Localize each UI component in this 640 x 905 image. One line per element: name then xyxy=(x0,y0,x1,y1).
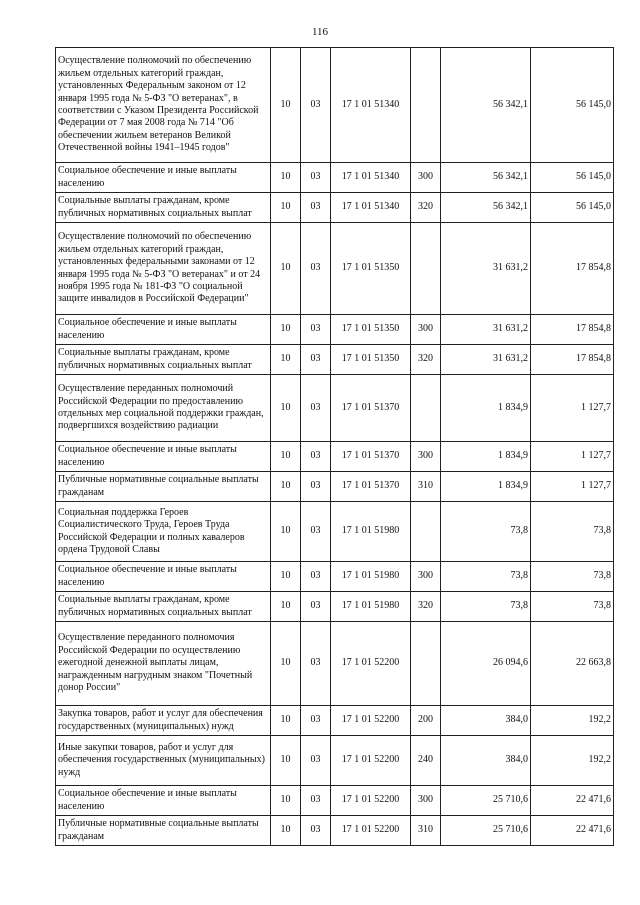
row-amount-actual: 56 145,0 xyxy=(531,163,614,193)
table-row xyxy=(56,786,614,816)
row-expense-type: 300 xyxy=(411,786,441,816)
row-amount-actual: 56 145,0 xyxy=(531,48,614,163)
row-amount-actual: 22 471,6 xyxy=(531,816,614,846)
row-subsection: 03 xyxy=(301,223,331,315)
row-target-article: 17 1 01 51980 xyxy=(331,502,411,562)
table-row xyxy=(56,472,614,502)
row-target-article: 17 1 01 51340 xyxy=(331,193,411,223)
row-subsection: 03 xyxy=(301,375,331,442)
row-subsection: 03 xyxy=(301,193,331,223)
page-number: 116 xyxy=(311,26,329,38)
row-subsection: 03 xyxy=(301,442,331,472)
row-subsection: 03 xyxy=(301,786,331,816)
row-amount-actual: 1 127,7 xyxy=(531,442,614,472)
row-expense-type xyxy=(411,502,441,562)
row-amount-actual: 73,8 xyxy=(531,562,614,592)
row-amount-plan: 384,0 xyxy=(441,706,531,736)
row-name: Иные закупки товаров, работ и услуг для обеспечения государственных (муниципальных) нужд xyxy=(56,736,271,786)
row-section: 10 xyxy=(271,345,301,375)
row-subsection: 03 xyxy=(301,472,331,502)
row-section: 10 xyxy=(271,736,301,786)
row-expense-type: 310 xyxy=(411,472,441,502)
row-amount-plan: 73,8 xyxy=(441,562,531,592)
row-subsection: 03 xyxy=(301,502,331,562)
row-name: Социальное обеспечение и иные выплаты населению xyxy=(56,562,271,592)
row-expense-type: 310 xyxy=(411,816,441,846)
row-name: Социальное обеспечение и иные выплаты населению xyxy=(56,442,271,472)
row-subsection: 03 xyxy=(301,562,331,592)
table-row xyxy=(56,345,614,375)
row-target-article: 17 1 01 52200 xyxy=(331,736,411,786)
row-target-article: 17 1 01 51370 xyxy=(331,472,411,502)
row-section: 10 xyxy=(271,375,301,442)
table-row xyxy=(56,375,614,442)
row-expense-type: 200 xyxy=(411,706,441,736)
row-name: Социальные выплаты гражданам, кроме публичных нормативных социальных выплат xyxy=(56,193,271,223)
row-target-article: 17 1 01 52200 xyxy=(331,786,411,816)
row-section: 10 xyxy=(271,786,301,816)
table-row xyxy=(56,163,614,193)
row-subsection: 03 xyxy=(301,315,331,345)
row-amount-actual: 17 854,8 xyxy=(531,223,614,315)
row-name: Закупка товаров, работ и услуг для обеспечения государственных (муниципальных) нужд xyxy=(56,706,271,736)
row-amount-actual: 56 145,0 xyxy=(531,193,614,223)
row-target-article: 17 1 01 51350 xyxy=(331,315,411,345)
row-amount-plan: 31 631,2 xyxy=(441,315,531,345)
row-amount-actual: 22 663,8 xyxy=(531,622,614,706)
row-name: Социальные выплаты гражданам, кроме публичных нормативных социальных выплат xyxy=(56,592,271,622)
row-expense-type: 240 xyxy=(411,736,441,786)
row-target-article: 17 1 01 51370 xyxy=(331,375,411,442)
table-row xyxy=(56,592,614,622)
row-subsection: 03 xyxy=(301,48,331,163)
row-section: 10 xyxy=(271,193,301,223)
row-name: Осуществление переданного полномочия Российской Федерации по осуществлению ежегодной денежной выплаты лицам, награжденным нагрудным знаком "Почетный донор России" xyxy=(56,622,271,706)
row-section: 10 xyxy=(271,502,301,562)
row-name: Осуществление переданных полномочий Российской Федерации по предоставлению отдельных мер социальной поддержки граждан, подвергшихся воздействию радиации xyxy=(56,375,271,442)
row-expense-type: 320 xyxy=(411,345,441,375)
row-amount-plan: 384,0 xyxy=(441,736,531,786)
row-section: 10 xyxy=(271,472,301,502)
row-expense-type: 320 xyxy=(411,193,441,223)
row-subsection: 03 xyxy=(301,706,331,736)
row-section: 10 xyxy=(271,816,301,846)
row-name: Осуществление полномочий по обеспечению жильем отдельных категорий граждан, установленных федеральными законами от 12 января 1995 года № 5-ФЗ "О ветеранах" и от 24 ноября 1995 года № 181-ФЗ "О социальной защите инвалидов в Российской Федерации" xyxy=(56,223,271,315)
row-target-article: 17 1 01 52200 xyxy=(331,816,411,846)
row-amount-plan: 73,8 xyxy=(441,502,531,562)
row-amount-actual: 17 854,8 xyxy=(531,315,614,345)
row-section: 10 xyxy=(271,223,301,315)
row-amount-actual: 192,2 xyxy=(531,736,614,786)
row-section: 10 xyxy=(271,592,301,622)
row-name: Социальное обеспечение и иные выплаты населению xyxy=(56,786,271,816)
table-row xyxy=(56,706,614,736)
row-target-article: 17 1 01 51350 xyxy=(331,223,411,315)
row-amount-actual: 73,8 xyxy=(531,592,614,622)
row-subsection: 03 xyxy=(301,345,331,375)
row-name: Социальные выплаты гражданам, кроме публичных нормативных социальных выплат xyxy=(56,345,271,375)
row-target-article: 17 1 01 51980 xyxy=(331,562,411,592)
row-expense-type: 320 xyxy=(411,592,441,622)
row-target-article: 17 1 01 51340 xyxy=(331,163,411,193)
row-subsection: 03 xyxy=(301,736,331,786)
row-target-article: 17 1 01 52200 xyxy=(331,706,411,736)
row-amount-plan: 56 342,1 xyxy=(441,193,531,223)
row-amount-plan: 31 631,2 xyxy=(441,345,531,375)
row-expense-type: 300 xyxy=(411,315,441,345)
row-amount-plan: 56 342,1 xyxy=(441,48,531,163)
table-row xyxy=(56,223,614,315)
row-amount-actual: 22 471,6 xyxy=(531,786,614,816)
row-name: Публичные нормативные социальные выплаты гражданам xyxy=(56,816,271,846)
row-name: Социальная поддержка Героев Социалистического Труда, Героев Труда Российской Федерации и полных кавалеров ордена Трудовой Славы xyxy=(56,502,271,562)
table-row xyxy=(56,315,614,345)
row-target-article: 17 1 01 51980 xyxy=(331,592,411,622)
table-row xyxy=(56,816,614,846)
row-amount-plan: 26 094,6 xyxy=(441,622,531,706)
row-target-article: 17 1 01 51340 xyxy=(331,48,411,163)
row-name: Осуществление полномочий по обеспечению жильем отдельных категорий граждан, установленных Федеральным законом от 12 января 1995 года № 5-ФЗ "О ветеранах", в соответствии с Указом Президента Российской Федерации от 7 мая 2008 года № 714 "Об обеспечении жильем ветеранов Великой Отечественной войны 1941–1945 годов" xyxy=(56,48,271,163)
row-amount-actual: 73,8 xyxy=(531,502,614,562)
row-expense-type xyxy=(411,375,441,442)
row-subsection: 03 xyxy=(301,622,331,706)
table-body xyxy=(56,48,614,846)
row-expense-type xyxy=(411,622,441,706)
table-row xyxy=(56,622,614,706)
row-amount-plan: 1 834,9 xyxy=(441,442,531,472)
row-subsection: 03 xyxy=(301,163,331,193)
row-section: 10 xyxy=(271,163,301,193)
row-amount-plan: 73,8 xyxy=(441,592,531,622)
row-target-article: 17 1 01 52200 xyxy=(331,622,411,706)
table-row xyxy=(56,193,614,223)
row-expense-type: 300 xyxy=(411,442,441,472)
row-section: 10 xyxy=(271,622,301,706)
row-subsection: 03 xyxy=(301,592,331,622)
row-amount-plan: 25 710,6 xyxy=(441,786,531,816)
row-name: Публичные нормативные социальные выплаты гражданам xyxy=(56,472,271,502)
row-amount-plan: 56 342,1 xyxy=(441,163,531,193)
row-section: 10 xyxy=(271,442,301,472)
row-amount-actual: 1 127,7 xyxy=(531,472,614,502)
row-amount-actual: 1 127,7 xyxy=(531,375,614,442)
row-name: Социальное обеспечение и иные выплаты населению xyxy=(56,315,271,345)
row-section: 10 xyxy=(271,562,301,592)
row-expense-type xyxy=(411,223,441,315)
row-amount-actual: 17 854,8 xyxy=(531,345,614,375)
table-row xyxy=(56,502,614,562)
row-section: 10 xyxy=(271,315,301,345)
row-expense-type xyxy=(411,48,441,163)
row-amount-actual: 192,2 xyxy=(531,706,614,736)
row-target-article: 17 1 01 51370 xyxy=(331,442,411,472)
row-amount-plan: 1 834,9 xyxy=(441,472,531,502)
table-row xyxy=(56,562,614,592)
row-amount-plan: 1 834,9 xyxy=(441,375,531,442)
row-expense-type: 300 xyxy=(411,163,441,193)
budget-table xyxy=(55,47,614,846)
table-row xyxy=(56,736,614,786)
table-row xyxy=(56,48,614,163)
row-amount-plan: 25 710,6 xyxy=(441,816,531,846)
row-subsection: 03 xyxy=(301,816,331,846)
row-section: 10 xyxy=(271,48,301,163)
row-expense-type: 300 xyxy=(411,562,441,592)
row-target-article: 17 1 01 51350 xyxy=(331,345,411,375)
row-section: 10 xyxy=(271,706,301,736)
row-name: Социальное обеспечение и иные выплаты населению xyxy=(56,163,271,193)
table-row xyxy=(56,442,614,472)
row-amount-plan: 31 631,2 xyxy=(441,223,531,315)
